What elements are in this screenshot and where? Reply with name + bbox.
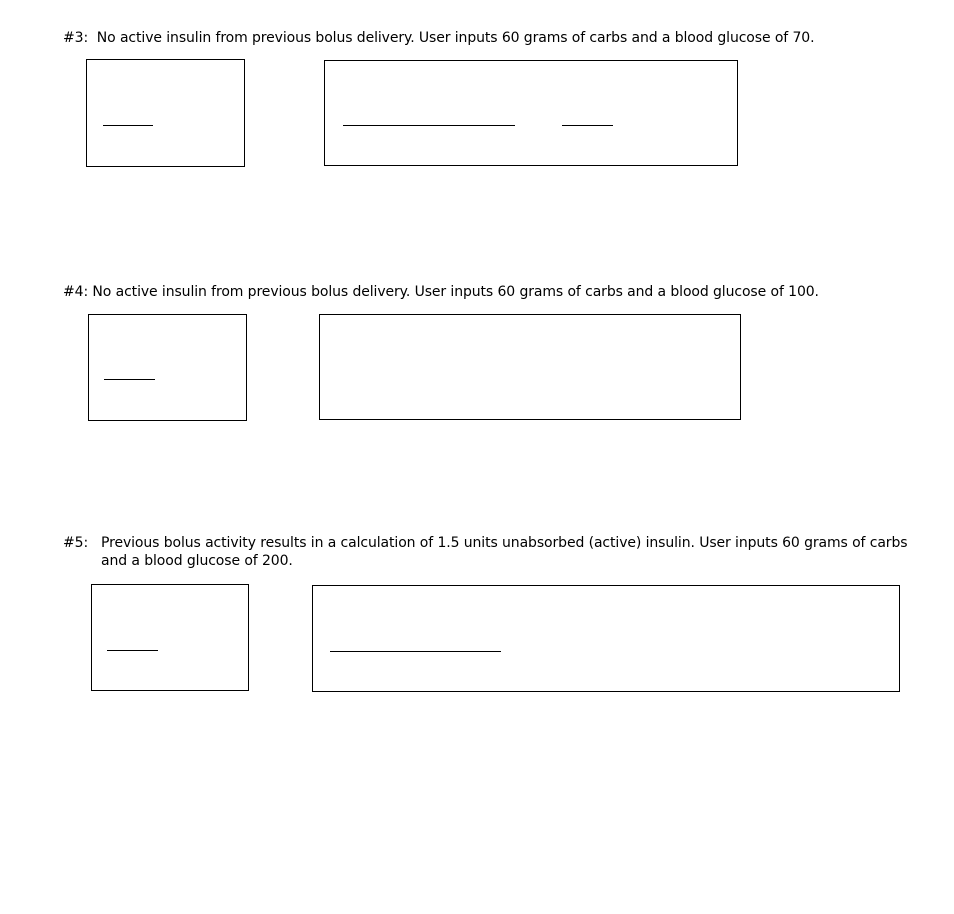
question-3-work-blank-long[interactable]	[343, 125, 515, 126]
question-4-answer-blank[interactable]	[104, 379, 155, 380]
question-5-number: #5:	[63, 535, 89, 551]
question-5-work-blank[interactable]	[330, 651, 501, 652]
question-4-text	[63, 283, 819, 301]
question-3-work-blank-short[interactable]	[562, 125, 613, 126]
question-3-number: #3:	[63, 30, 89, 46]
question-4-work-box	[319, 314, 741, 420]
question-4-number: #4:	[63, 284, 89, 300]
question-5-body: Previous bolus activity results in a calculation of 1.5 units unabsorbed (active) insulin. User inputs 60 grams of carbs and a blood glucose of 200.	[101, 535, 908, 569]
question-4-body: No active insulin from previous bolus delivery. User inputs 60 grams of carbs and a blood glucose of 100.	[92, 284, 819, 300]
question-5-work-box	[312, 585, 900, 692]
question-3-answer-blank[interactable]	[103, 125, 153, 126]
question-3-work-box	[324, 60, 738, 166]
question-3-answer-box	[86, 59, 245, 167]
question-5-answer-blank[interactable]	[107, 650, 158, 651]
question-3-body: No active insulin from previous bolus delivery. User inputs 60 grams of carbs and a blood glucose of 70.	[96, 30, 815, 46]
question-5-text	[63, 534, 933, 574]
question-5-answer-box	[91, 584, 249, 691]
question-3-text	[63, 29, 814, 47]
question-4-answer-box	[88, 314, 247, 421]
